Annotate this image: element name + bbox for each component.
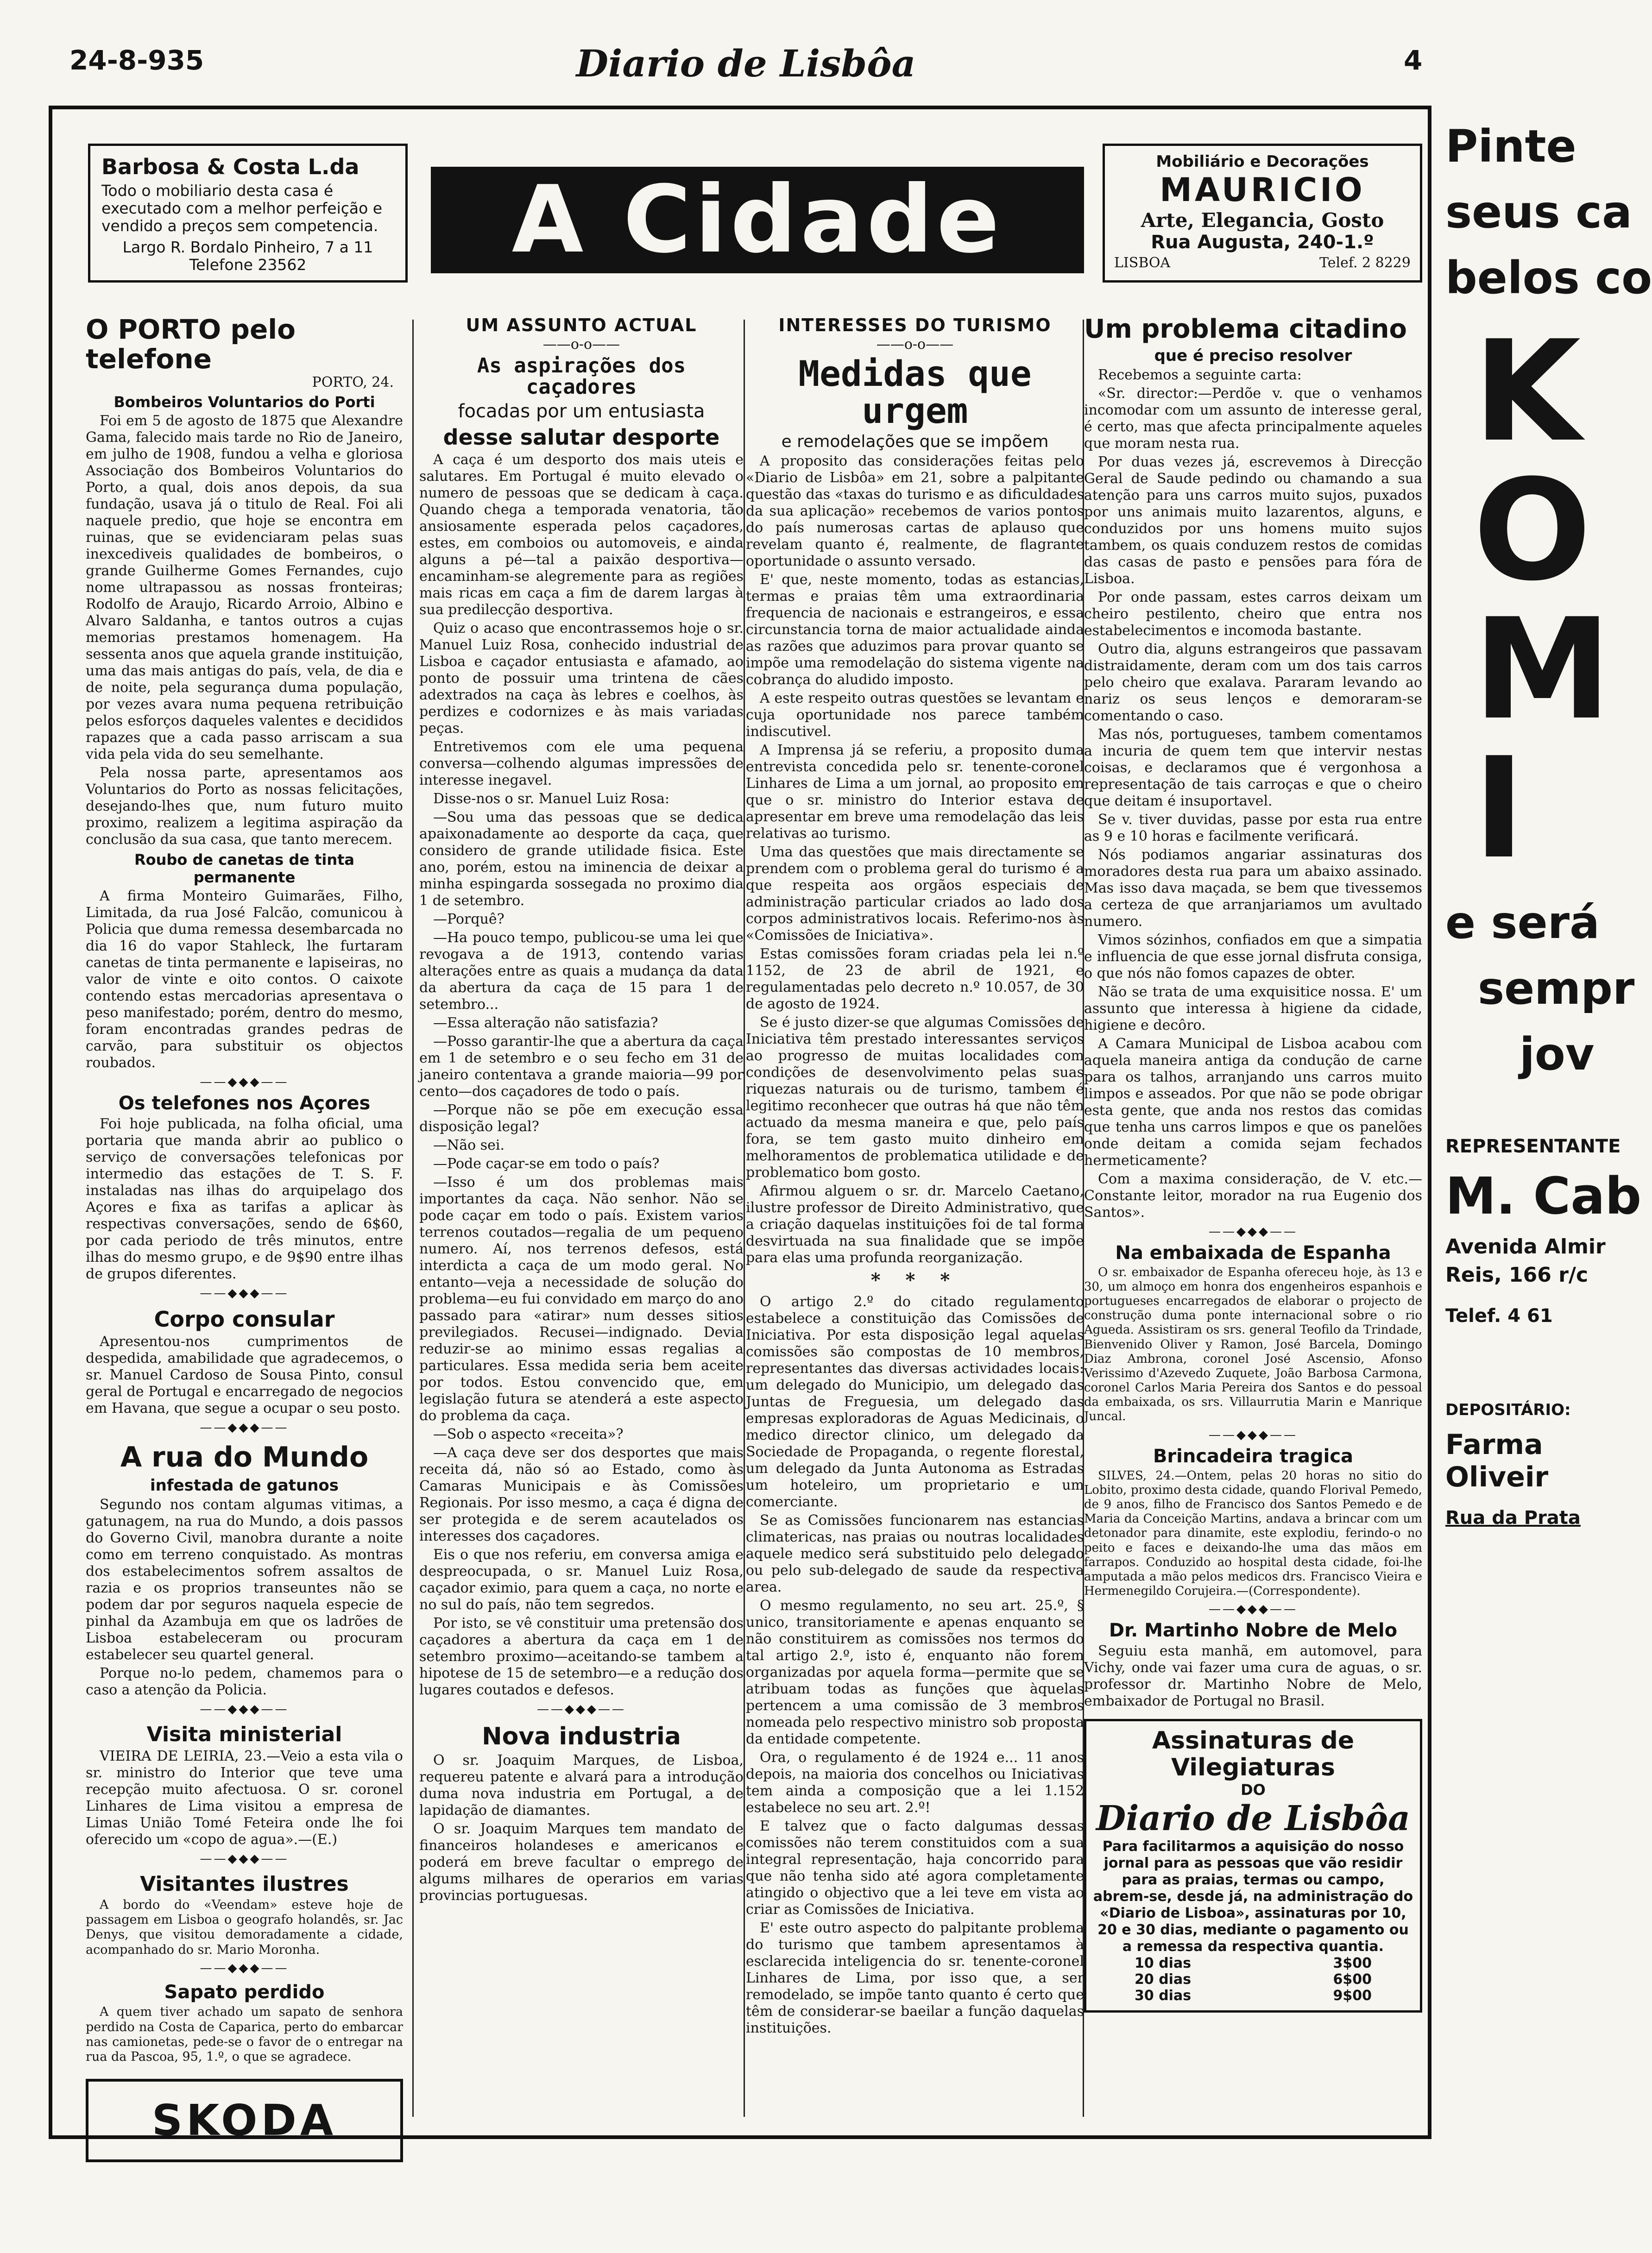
ad-barbosa-costa [88,144,408,283]
turismo-subhead: e remodelações que se impõem [781,432,1049,451]
consular-headline: Corpo consular [154,1306,335,1332]
porto-paragraph: Pela nossa parte, apresentamos aos Voluntarios do Porto as nossas felicitações, desejando-lhes que, num futuro muito proximo, realizem a legitima aspiração da conclusão da sua casa, que tanto merecem. [86,764,403,848]
citadino-paragraph: Com a maxima consideração, de V. etc.—Constante leitor, morador na rua Eugenio dos Santos». [1084,1171,1422,1221]
side-ad-text: REPRESENTANTE [1445,1136,1621,1157]
mundo-paragraph: Segundo nos contam algumas vitimas, a gatunagem, na rua do Mundo, a dois passos do Governo Civil, manobra durante a noite como em terreno conquistado. As montras dos estabelecimentos sofrem assaltos de razia e os proprios transeuntes não se podem dar por seguros naquela especie de pinhal da Azambuja em que os ladrões de Lisboa estabeleceram ou procuram estabelecer seu quartel general. [86,1496,403,1663]
turismo-paragraph: Se é justo dizer-se que algumas Comissões de Iniciativa têm prestado interessantes serviços ao progresso de muitas localidades com condições de desenvolvimento pelas suas riquezas naturais ou de turismo, tambem é legitimo reconhecer que outras há que não têm actuado da mesma maneira e que, pelo país fora, se tem gasto muito dinheiro em melhoramentos de problematica utilidade e de problematico bom gosto. [746,1014,1084,1181]
ad-barbosa-title: Barbosa & Costa L.da [101,154,359,179]
citadino-paragraph: Nós podiamos angariar assinaturas dos moradores desta rua para um abaixo assinado. Mas isso dava maçada, se bem que tivessemos a certeza de que arranjariamos um avultado numero. [1084,846,1422,930]
ornament-divider: ——◆◆◆—— [537,1702,626,1717]
caca-paragraph: Eis o que nos referiu, em conversa amiga e despreocupada, o sr. Manuel Luiz Rosa, caçador eximio, para quem a caça, no norte e no sul do país, não tem segredos. [419,1547,744,1613]
side-ad-text: DEPOSITÁRIO: [1445,1401,1571,1419]
industria-paragraph: O sr. Joaquim Marques tem mandato de financeiros holandeses e americanos e poderá em breve facultar o emprego de algums milhares de operarios em varias provincias portuguesas. [419,1821,744,1904]
mundo-paragraph: Porque no-lo pedem, chamemos para o caso a atenção da Policia. [86,1665,403,1698]
side-ad-text: jov [1520,1028,1595,1080]
citadino-paragraph: Se v. tiver duvidas, passe por esta rua entre as 9 e 10 horas e facilmente verificará. [1084,811,1422,844]
turismo-paragraph: Ora, o regulamento é de 1924 e... 11 anos depois, na maioria dos concelhos ou Iniciativas tem ainda a composição que a lei 1.152 estabelece no seu art. 2.º! [746,1749,1084,1816]
turismo-paragraph: Se as Comissões funcionarem nas estancias climatericas, nas praias ou noutras localidades aquele medico será substituido pelo delegado ou pelo sub-delegado de saude da respectiva area. [746,1512,1084,1595]
brincadeira-headline: Brincadeira tragica [1153,1445,1354,1467]
caca-paragraph: —Posso garantir-lhe que a abertura da caça em 1 de setembro e o seu fecho em 31 de janeiro contentava a grande maioria—99 por cento—dos caçadores de todo o país. [419,1033,744,1100]
a-cidade-banner: A Cidade [431,167,1084,273]
caca-paragraph: —Isso é um dos problemas mais importantes da caça. Não senhor. Não se pode caçar em todo o país. Existem varios terrenos coutados—regalia de um pequeno numero. Aí, nos terrenos defesos, está interdicta a caça de um modo geral. No entanto—veja a necessidade de solução do problema—eu fui convidado em março do ano passado para «atirar» num desses sitios previlegiados. Recusei—indignado. Devia reduzir-se ao minimo essas regalias a particulares. Essa medida seria bem aceite por todos. Estou convencido que, em legislação futura se atenderá a este aspecto do problema da caça. [419,1174,744,1424]
turismo-paragraph: O mesmo regulamento, no seu art. 25.º, § unico, transitoriamente e apenas enquanto se não constituirem as comissões nos termos do tal artigo 2.º, isto é, enquanto não forem organizadas por aquela forma—permite que se atribuam todas as funções que àquelas pertencem a uma comissão de 3 membros nomeada pelo respectivo ministro sob proposta da entidade competente. [746,1597,1084,1747]
sapato-headline: Sapato perdido [164,1982,325,2003]
ad-barbosa-body: Todo o mobiliario desta casa é executado com a melhor perfeição e vendido a preços sem competencia. [101,182,383,235]
citadino-paragraph: Outro dia, alguns estrangeiros que passavam distraidamente, deram com um dos tais carros pelo cheiro que exalava. Pararam levando ao nariz os seus lenços e demoraram-se comentando o caso. [1084,641,1422,724]
ad-barbosa-address: Largo R. Bordalo Pinheiro, 7 a 11 Telefone 23562 [122,238,373,274]
column-rule [412,320,414,2117]
side-ad-text: Telef. 4 61 [1445,1305,1553,1327]
column-rule [744,320,745,2117]
subscriptions-title: Assinaturas de Vilegiaturas [1152,1727,1355,1781]
caca-paragraph: Disse-nos o sr. Manuel Luiz Rosa: [433,791,670,807]
caca-subhead: focadas por um entusiasta [458,401,705,422]
ad-mauricio-address: Rua Augusta, 240-1.º [1151,232,1374,253]
ad-mauricio-city: LISBOA [1114,255,1171,271]
citadino-headline: Um problema citadino [1084,314,1407,344]
turismo-paragraph: Uma das questões que mais directamente se prendem com o problema geral do turismo é a que respeita aos orgãos especiais de administração particular criados ao lado dos corpos administrativos locais. Referimo-nos às «Comissões de Iniciativa». [746,843,1084,944]
citadino-paragraph: Por duas vezes já, escrevemos à Direcção Geral de Saude pedindo ou chamando a sua atenção para uns carros muito sujos, puxados por uns animais muito lazarentos, alguns, e conduzidos por uns homens muito sujos tambem, os quais conduzem restos de comidas das casas de pasto e pensões para fóra de Lisboa. [1084,453,1422,587]
turismo-paragraph: E' que, neste momento, todas as estancias, termas e praias têm uma extraordinaria frequencia de nacionais e estrangeiros, e essa circunstancia torna de maior actualidade ainda as razões que aduzimos para provar quanto se impõe uma remodelação do sistema vigente na cobrança do aludido imposto. [746,571,1084,688]
ad-mauricio-phone: Telef. 2 8229 [1319,255,1411,271]
header-date: 24-8-935 [69,44,204,76]
ornament-divider: ——◆◆◆—— [1209,1428,1298,1442]
ornament-divider: ——◆◆◆—— [200,1851,289,1866]
visita-headline: Visita ministerial [146,1722,342,1746]
turismo-paragraph: Estas comissões foram criadas pela lei n.º 1152, de 23 de abril de 1921, e regulamentadas pelo decreto n.º 10.057, de 30 de agosto de 1924. [746,945,1084,1012]
side-ad-text: seus ca [1445,186,1632,238]
turismo-paragraph: E' este outro aspecto do palpitante problema do turismo que tambem apresentamos à esclarecida inteligencia do sr. tenente-coronel Linhares de Lima, por isso que, a ser remodelado, se impõe tanto quanto é certo que têm de considerar-se baeilar a função daquelas instituições. [746,1919,1084,2036]
porto-paragraph: Foi em 5 de agosto de 1875 que Alexandre Gama, falecido mais tarde no Rio de Janeiro, em julho de 1908, fundou a velha e gloriosa Associação dos Bombeiros Voluntarios do Porto, a qual, dois anos depois, da sua fundação, usava já o titulo de Real. Foi ali naquele predio, que hoje se encontra em ruinas, que se evidenciaram pelas suas inexcediveis qualidades de bombeiros, o grande Guilherme Gomes Fernandes, cujo nome ultrapassou as nossas fronteiras; Rodolfo de Araujo, Ricardo Arroio, Albino e Alvaro Saldanha, e tantos outros a cujas memorias prestamos homenagem. Ha sessenta anos que aquela grande instituição, uma das mais antigas do país, vela, de dia e de noite, pela segurança duma população, por vezes avara numa pequena retribuição pelos esforços daqueles valentes e decididos rapazes que a cada passo arriscam a sua vida pela vida do seu semelhante. [86,412,403,762]
side-ad-text: Reis, 166 r/c [1445,1263,1589,1287]
visita-paragraph: VIEIRA DE LEIRIA, 23.—Veio a esta vila o sr. ministro do Interior que teve uma recepção muito afectuosa. O sr. coronel Linhares de Lima visitou a empresa de Limas União Tomé Feteira onde lhe foi oferecido um «copo de agua».—(E.) [86,1748,403,1848]
ornament-divider: ——◆◆◆—— [200,1286,289,1300]
skoda-ad: SKODA [86,2079,403,2162]
column-2 [419,315,744,2121]
ornament-divider: ——◆◆◆—— [200,1420,289,1435]
price-label: 20 dias [1135,1971,1192,1988]
industria-paragraph: O sr. Joaquim Marques, de Lisboa, requereu patente e alvará para a introdução duma nova industria em Portugal, a de lapidação de diamantes. [419,1752,744,1819]
caca-paragraph: —Ha pouco tempo, publicou-se uma lei que revogava a de 1913, contendo varias alterações entre as quais a mudança da data da abertura da caça de 15 para 1 de setembro... [419,930,744,1013]
porto-headline: O PORTO pelo telefone [86,314,296,375]
espanha-headline: Na embaixada de Espanha [1115,1242,1391,1264]
caca-paragraph: —Essa alteração não satisfazia? [433,1015,658,1032]
side-ad-text: M. Cab [1445,1166,1642,1226]
espanha-paragraph: O sr. embaixador de Espanha ofereceu hoje, às 13 e 30, um almoço em honra dos engenheiros espanhois e portugueses encarregados de elaborar o projecto de construção duma ponte internacional sobre o rio Agueda. Assistiram os srs. general Teofilo da Trindade, Bienvenido Oliver y Ramon, José Barcela, Domingo Diaz Ambrona, coronel José Ascensio, Afonso Verissimo d'Azevedo Zuquete, João Barbosa Carmona, coronel Carlos Maria Pereira dos Santos e do pessoal da embaixada, os srs. Villaurrutia Marin e Manrique Juncal. [1084,1265,1422,1424]
caca-paragraph: Entretivemos com ele uma pequena conversa—colhendo algumas impressões de interesse inegavel. [419,739,744,789]
ornament-divider: ——◆◆◆—— [200,1702,289,1716]
caca-headline: As aspirações dos caçadores [477,354,686,399]
side-ad-text: Oliveir [1445,1461,1549,1493]
ornament-divider: ——◆◆◆—— [200,1075,289,1089]
sapato-paragraph: A quem tiver achado um sapato de senhora perdido na Costa de Caparica, perto do embarcar nas camionetas, pede-se o favor de o entregar na rua da Pascoa, 95, 1.º, o que se agradece. [86,2005,403,2064]
caca-paragraph: —A caça deve ser dos desportes que mais receita dá, não só ao Estado, como às Camaras Municipais e às Comissões Regionais. Por isso mesmo, a caça é digna de ser protegida e de serem acautelados os interesses dos caçadores. [419,1445,744,1545]
porto-subhead: Bombeiros Voluntarios do Porti [113,393,375,411]
ornament-divider: ——◆◆◆—— [1209,1224,1298,1239]
ad-mauricio-name: MAURICIO [1160,171,1365,209]
ornament-divider: ——◆◆◆—— [1209,1602,1298,1617]
caca-paragraph: —Não sei. [433,1137,505,1154]
subscriptions-paper-name: Diario de Lisbôa [1096,1798,1410,1838]
citadino-paragraph: Por onde passam, estes carros deixam um cheiro pestilento, cheiro que entra nos estabelecimentos e incomoda bastante. [1084,589,1422,639]
subscriptions-body: Para facilitarmos a aquisição do nosso jornal para as pessoas que vão residir para as praias, termas ou campo, abrem-se, desde já, na administração do «Diario de Lisboa», assinaturas por 10, 20 e 30 dias, mediante o pagamento ou a remessa da respectiva quantia. [1093,1838,1413,1955]
price-row [1093,1988,1413,2004]
section-stars: * * * [870,1269,959,1291]
caca-kicker: UM ASSUNTO ACTUAL [466,315,697,335]
roubo-headline: Roubo de canetas de tinta permanente [134,850,354,886]
caca-paragraph: —Porque não se põe em execução essa disposição legal? [419,1102,744,1135]
mundo-headline: A rua do Mundo [120,1441,369,1473]
ornament-divider: ——o-o—— [876,336,954,352]
side-ad-text: Pinte [1445,120,1576,172]
price-value: 3$00 [1333,1955,1372,1971]
subscriptions-ad [1084,1719,1422,2012]
column-1 [86,314,403,2145]
ad-mauricio-motto: Arte, Elegancia, Gosto [1141,209,1384,232]
price-value: 9$00 [1333,1987,1372,2004]
caca-subhead: desse salutar desporte [443,425,720,450]
martinho-paragraph: Seguiu esta manhã, em automovel, para Vichy, onde vai fazer uma cura de aguas, o sr. professor dr. Martinho Nobre de Melo, embaixador de Portugal no Brasil. [1084,1643,1422,1710]
acores-headline: Os telefones nos Açores [118,1092,371,1114]
side-ad-text: I [1473,728,1525,889]
side-ad-text: e será [1445,897,1600,949]
mundo-subhead: infestada de gatunos [150,1476,339,1495]
ornament-divider: ——◆◆◆—— [200,1961,289,1976]
citadino-paragraph: Recebemos a seguinte carta: [1098,366,1302,383]
acores-paragraph: Foi hoje publicada, na folha oficial, uma portaria que manda abrir ao publico o serviço de conversações telefonicas por intermedio das estações de T. S. F. instaladas nas ilhas do arquipelago dos Açores e fixa as tarifas a aplicar às respectivas conversações, sendo de 6$60, por cada periodo de três minutos, entre ilhas do mesmo grupo, e de 9$90 entre ilhas de grupos diferentes. [86,1115,403,1282]
citadino-paragraph: «Sr. director:—Perdõe v. que o venhamos incomodar com um assunto de interesse geral, é certo, mas que afecta principalmente aqueles que moram nesta rua. [1084,385,1422,452]
roubo-paragraph: A firma Monteiro Guimarães, Filho, Limitada, da rua José Falcão, comunicou à Policia que duma remessa desembarcada no dia 16 do vapor Stahleck, lhe furtaram canetas de tinta permanente e lapiseiras, no valor de vinte e oito contos. O caixote contendo estas mercadorias apresentava o peso manifestado; porém, dentro do mesmo, foram encontradas grandes pedras de carvão, para substituir os objectos roubados. [86,887,403,1071]
turismo-paragraph: A este respeito outras questões se levantam e cuja oportunidade nos parece também indiscutivel. [746,690,1084,740]
column-4 [1084,315,1422,2121]
porto-dateline: PORTO, 24. [312,374,394,390]
price-label: 10 dias [1135,1955,1192,1971]
side-ad-text: M [1473,589,1612,750]
caca-paragraph: —Porquê? [433,911,504,928]
citadino-paragraph: Vimos sózinhos, confiados em que a simpatia e influencia de que esse jornal disfruta consiga, o que nós não fomos capazes de obter. [1084,931,1422,982]
side-ad-text: Farma [1445,1429,1543,1461]
ad-mauricio [1103,144,1422,283]
side-ad-text: Avenida Almir [1445,1235,1606,1259]
ad-mauricio-subtitle: Mobiliário e Decorações [1156,152,1369,171]
price-row [1093,1971,1413,1988]
brincadeira-paragraph: SILVES, 24.—Ontem, pelas 20 horas no sitio do Lobito, proximo desta cidade, quando Florival Pemedo, de 9 anos, filho de Francisco dos Santos Pemedo e de Maria da Conceição Martins, andava a brincar com um detonador para dinamite, este explodiu, ferindo-o no peito e faces e deixando-lhe uma das mãos em farrapos. Conduzido ao hospital desta cidade, foi-lhe amputada a mão pelos medicos drs. Francisco Vieira e Hermenegildo Corujeira.—(Correspondente). [1084,1468,1422,1598]
caca-paragraph: Por isto, se vê constituir uma pretensão dos caçadores a abertura da caça em 1 de setembro proximo—aceitando-se tambem a hipotese de 15 de setembro—e a redução dos lugares coutados e defesos. [419,1615,744,1699]
side-ad-text: belos co [1445,252,1652,304]
martinho-headline: Dr. Martinho Nobre de Melo [1109,1620,1398,1642]
subscriptions-do: DO [1241,1781,1266,1799]
caca-paragraph: —Sob o aspecto «receita»? [433,1426,624,1443]
citadino-subhead: que é preciso resolver [1154,346,1352,365]
citadino-paragraph: Mas nós, portugueses, tambem comentamos a incuria de quem tem que intervir nestas coisas, e declaramos que é vergonhosa a representação de tais carroças e que o cheiro que deitam é insuportavel. [1084,726,1422,809]
price-label: 30 dias [1135,1987,1192,2004]
column-3 [746,315,1084,2121]
turismo-paragraph: O artigo 2.º do citado regulamento estabelece a constituição das Comissões de Iniciativa. Por esta disposição legal aquelas comissões são compostas de 10 membros, representantes das diversas actividades locais: um delegado do Municipio, um delegado das Juntas de Freguesia, um delegado das empresas exploradoras de Aguas Medicinais, o medico director clinico, um delegado da Sociedade de Propaganda, o regente florestal, um delegado da Junta Autonoma as Estradas um hoteleiro, um proprietario e um comerciante. [746,1293,1084,1510]
side-ad-text: sempr [1478,963,1635,1014]
industria-headline: Nova industria [482,1723,681,1751]
side-ad-text: K [1473,311,1581,472]
turismo-paragraph: A Imprensa já se referiu, a proposito duma entrevista concedida pelo sr. tenente-coronel Linhares de Lima a um jornal, ao proposito em que o sr. ministro do Interior estava de apresentar em breve uma remodelação das leis relativas ao turismo. [746,742,1084,842]
turismo-kicker: INTERESSES DO TURISMO [778,315,1052,335]
ilustres-paragraph: A bordo do «Veendam» esteve hoje de passagem em Lisboa o geografo holandês, sr. Jac Denys, que visitou demoradamente a cidade, acompanhado do sr. Mario Moronha. [86,1897,403,1957]
turismo-paragraph: E talvez que o facto dalgumas dessas comissões não terem constituidos com a sua integral representação, haja concorrido para que não tenha sido até agora completamente atingido o objectivo que a lei teve em vista ao criar as Comissões de Iniciativa. [746,1818,1084,1918]
newspaper-masthead: Diario de Lisbôa [576,42,916,85]
ornament-divider: ——o-o—— [542,336,620,352]
ilustres-headline: Visitantes ilustres [140,1872,349,1896]
side-ad-text: O [1473,450,1592,611]
price-row [1093,1955,1413,1971]
consular-paragraph: Apresentou-nos cumprimentos de despedida, amabilidade que agradecemos, o sr. Manuel Cardoso de Sousa Pinto, consul geral de Portugal e encarregado de negocios em Havana, que segue a ocupar o seu posto. [86,1333,403,1416]
price-value: 6$00 [1333,1971,1372,1988]
caca-paragraph: —Pode caçar-se em todo o país? [433,1156,660,1172]
citadino-paragraph: Não se trata de uma exquisitice nossa. E' um assunto que interessa à higiene da cidade, higiene e decôro. [1084,983,1422,1033]
turismo-paragraph: A proposito das considerações feitas pelo «Diario de Lisbôa» em 21, sobre a palpitante questão das «taxas do turismo e as dificuldades da sua aplicação» recebemos de varios pontos do país numerosas cartas de aplauso que revelam quanto é, realmente, de flagrante oportunidade o assunto versado. [746,453,1084,569]
cropped-side-ad [1445,111,1652,2140]
citadino-paragraph: A Camara Municipal de Lisboa acabou com aquela maneira antiga da condução de carne para os talhos, arranjando uns carros muito limpos e asseados. Por que não se pode obrigar esta gente, que anda nos restos das comidas que tenha uns carros limpos e que os panelões onde deitam a comida sejam fechados hermeticamente? [1084,1035,1422,1169]
caca-paragraph: Quiz o acaso que encontrassemos hoje o sr. Manuel Luiz Rosa, conhecido industrial de Lisboa e caçador entusiasta e afamado, ao ponto de possuir uma trintena de cães adextrados na caça às lebres e coelhos, às perdizes e codornizes e às mais variadas peças. [419,620,744,737]
side-ad-text: Rua da Prata [1445,1507,1581,1529]
page-number: 4 [1404,44,1423,76]
caca-paragraph: —Sou uma das pessoas que se dedica apaixonadamente ao desporte da caça, que considero de grande utilidade fisica. Este ano, porém, estou na iminencia de deixar a minha espingarda sossegada no proximo dia 1 de setembro. [419,809,744,909]
caca-paragraph: A caça é um desporto dos mais uteis e salutares. Em Portugal é muito elevado o numero de pessoas que se dedicam à caça. Quando chega a temporada venatoria, tão ansiosamente esperada pelos caçadores, estes, em comboios ou automoveis, e ainda alguns a pé—tal a paixão desportiva—encaminham-se alegremente para as regiões mais ricas em caça a fim de darem largas à sua predilecção desportiva. [419,452,744,618]
turismo-headline: Medidas que urgem [798,353,1032,431]
turismo-paragraph: Afirmou alguem o sr. dr. Marcelo Caetano, ilustre professor de Direito Administrativo, que a criação daquelas instituições foi de tal forma desvirtuada na sua finalidade que se impõe para elas uma profunda reorganização. [746,1183,1084,1266]
